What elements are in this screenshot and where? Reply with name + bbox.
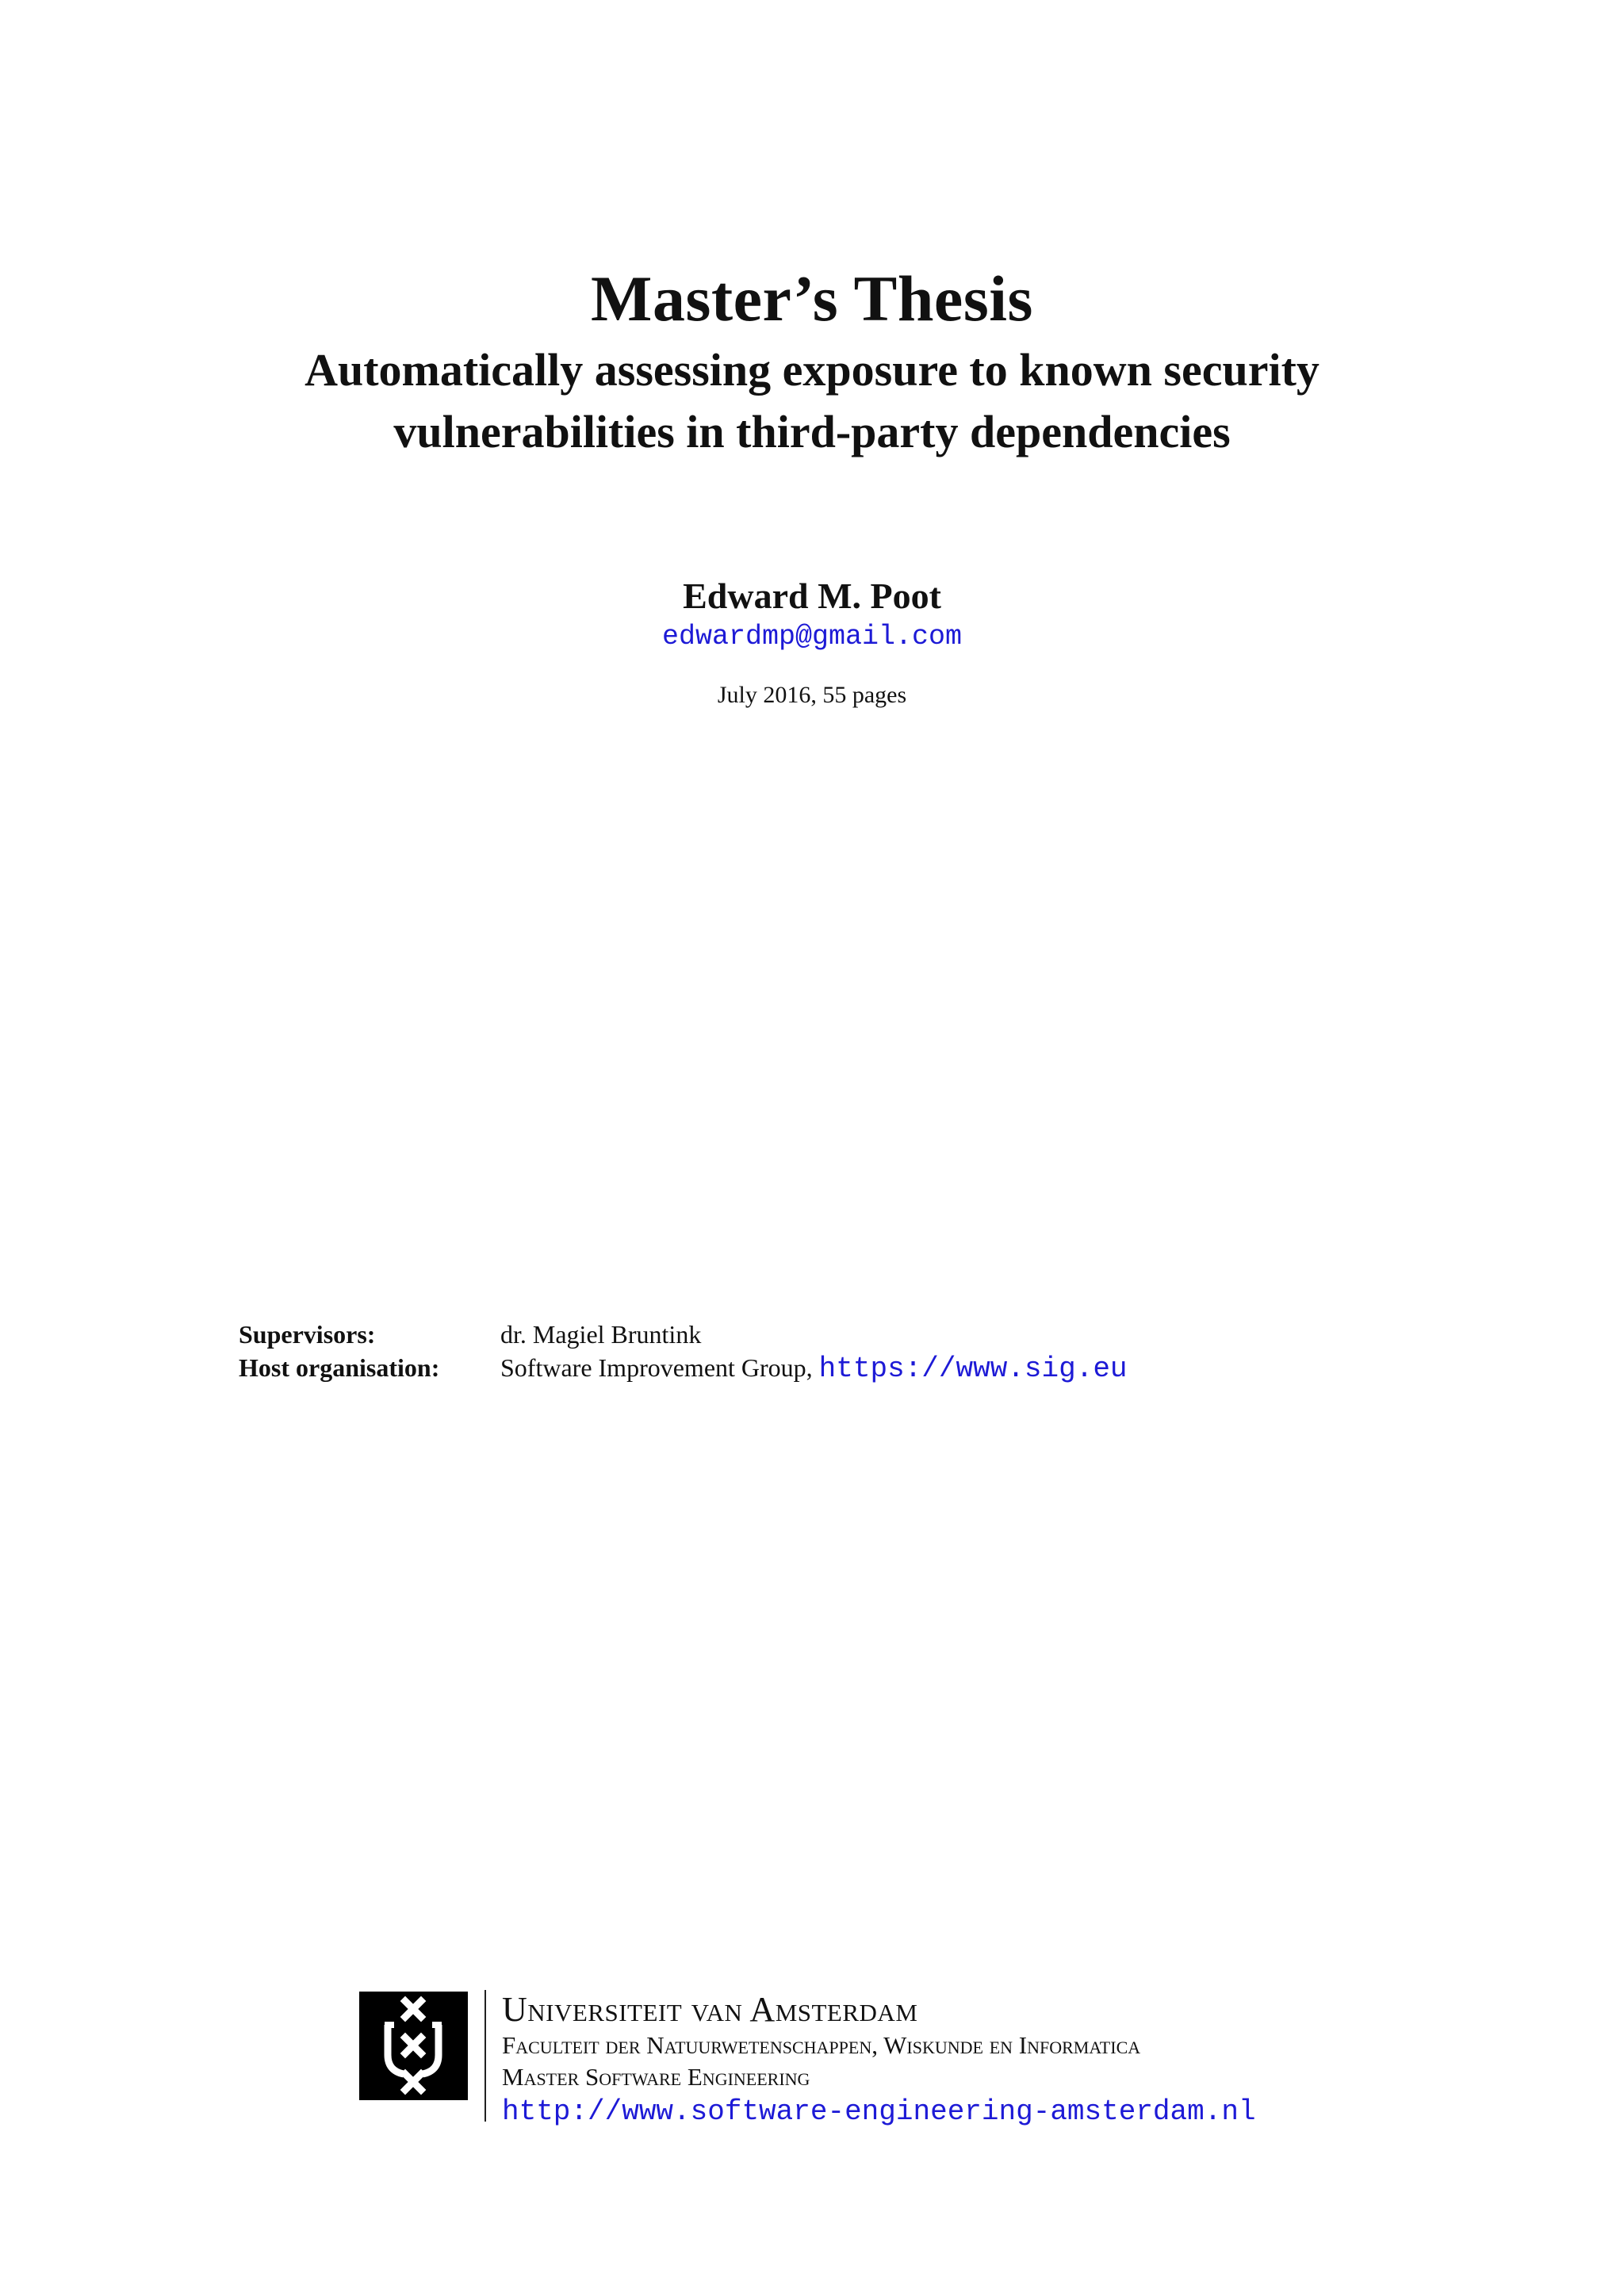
footer-divider [485,1990,486,2122]
uva-crest-svg [359,1992,468,2100]
subtitle-line-1: Automatically assessing exposure to known security [304,344,1320,396]
supervisors-label: Supervisors: [239,1320,376,1349]
page-title: Master’s Thesis [591,262,1033,335]
thesis-info-table [239,1318,1128,1386]
subtitle-line-2: vulnerabilities in third-party dependencies [393,406,1231,457]
supervisors-value: dr. Magiel Bruntink [500,1320,702,1349]
host-organisation-row [239,1351,1128,1386]
uva-crest-icon [359,1992,468,2100]
program-url-link[interactable]: http://www.software-engineering-amsterdam.nl [502,2095,1256,2128]
author-email-link[interactable]: edwardmp@gmail.com [661,621,963,652]
university-info [502,1990,1256,2131]
host-organisation-value [500,1351,1128,1386]
supervisors-row [239,1318,1128,1351]
university-footer [359,1990,1256,2128]
program-name: Master Software Engineering [502,2063,810,2091]
author-name: Edward M. Poot [683,576,941,616]
host-organisation-link[interactable]: https://www.sig.eu [818,1353,1128,1385]
university-name: Universiteit van Amsterdam [502,1990,918,2029]
faculty-name: Faculteit der Natuurwetenschappen, Wiskunde en Informatica [502,2031,1141,2059]
thesis-subtitle [0,339,1624,463]
host-organisation-name: Software Improvement Group, [500,1353,819,1382]
date-and-pages: July 2016, 55 pages [717,682,907,708]
host-organisation-label: Host organisation: [239,1353,440,1382]
